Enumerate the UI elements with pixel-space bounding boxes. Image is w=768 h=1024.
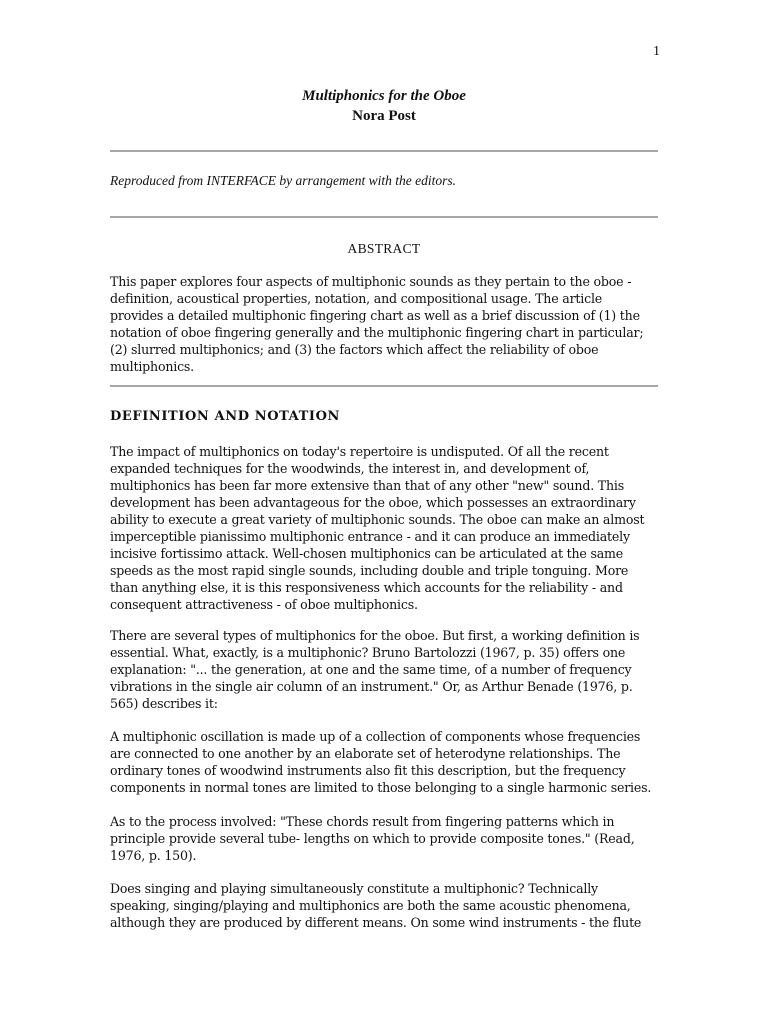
abstract-heading: ABSTRACT bbox=[347, 241, 421, 256]
section-heading: DEFINITION AND NOTATION bbox=[110, 409, 341, 424]
abstract-text: This paper explores four aspects of multiphonic sounds as they pertain to the oboe - definition, acoustical properties, notation, and compositional usage. The article provides a detailed multiphonic fingering chart as well as a brief discussion of (1) the notation of oboe fingering generally and the multiphonic fingering chart in particular; (2) slurred multiphonics; and (3) the factors which affect the reliability of oboe multiphonics. bbox=[110, 274, 644, 374]
divider-after-note bbox=[110, 216, 658, 218]
paragraph: Does singing and playing simultaneously constitute a multiphonic? Technically speaking, singing/playing and multiphonics are both the same acoustic phenomena, although they are produced by different means. On some wind instruments - the flute bbox=[110, 881, 642, 930]
divider-after-abstract bbox=[110, 385, 658, 387]
reproduction-note: Reproduced from INTERFACE by arrangement with the editors. bbox=[110, 173, 456, 188]
document-title: Multiphonics for the Oboe bbox=[302, 88, 466, 104]
paragraph: There are several types of multiphonics for the oboe. But first, a working definition is essential. What, exactly, is a multiphonic? Bruno Bartolozzi (1967, p. 35) offers one explanation: "... the generation, at one and the same time, of a number of frequency vibrations in the single air column of an instrument." Or, as Arthur Benade (1976, p. 565) describes it: bbox=[110, 628, 640, 711]
paragraph: The impact of multiphonics on today's repertoire is undisputed. Of all the recent expanded techniques for the woodwinds, the interest in, and development of, multiphonics has been far more extensive than that of any other "new" sound. This development has been advantageous for the oboe, which possesses an extraordinary ability to execute a great variety of multiphonic sounds. The oboe can make an almost imperceptible pianissimo multiphonic entrance - and it can produce an immediately incisive fortissimo attack. Well-chosen multiphonics can be articulated at the same speeds as the most rapid single sounds, including double and triple tonguing. More than anything else, it is this responsiveness which accounts for the reliability - and consequent attractiveness - of oboe multiphonics. bbox=[110, 444, 645, 612]
divider-top bbox=[110, 150, 658, 152]
page-number: 1 bbox=[653, 44, 660, 59]
paragraph: As to the process involved: "These chords result from fingering patterns which in principle provide several tube- lengths on which to provide composite tones." (Read, 1976, p. 150). bbox=[110, 814, 635, 863]
document-header bbox=[110, 86, 658, 126]
block-quote: A multiphonic oscillation is made up of a collection of components whose frequencies are connected to one another by an elaborate set of heterodyne relationships. The ordinary tones of woodwind instruments also fit this description, but the frequency components in normal tones are limited to those belonging to a single harmonic series. bbox=[110, 729, 652, 795]
document-author: Nora Post bbox=[352, 108, 416, 124]
